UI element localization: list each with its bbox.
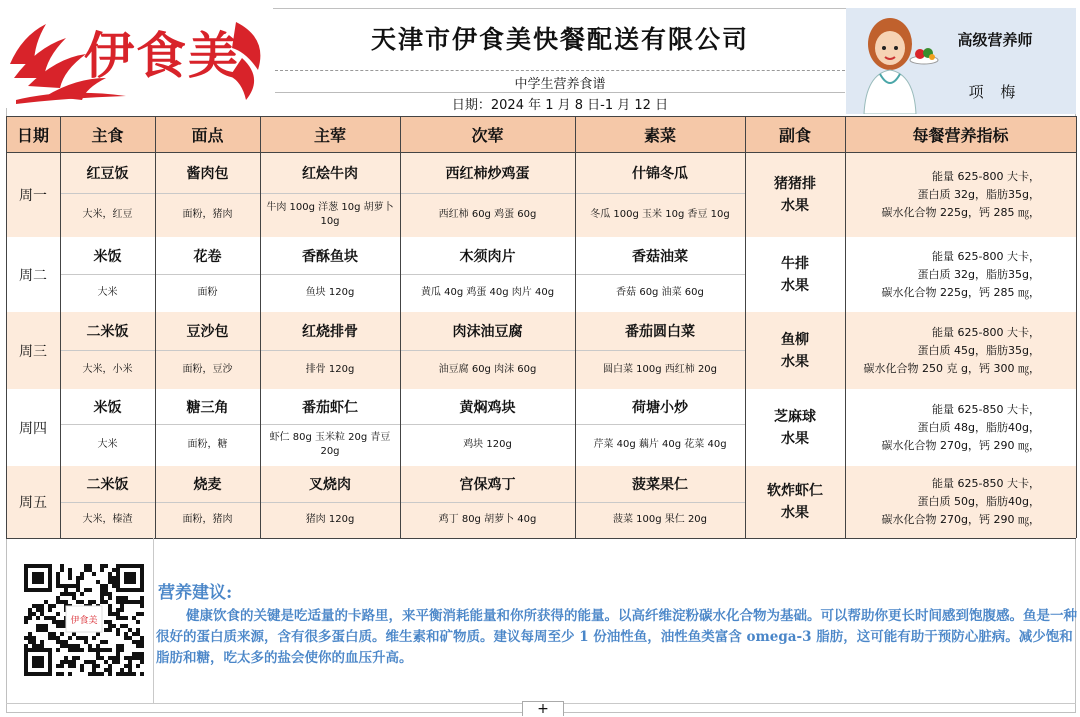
ingredient-cell: 大米 <box>97 439 118 450</box>
gridline <box>60 116 61 538</box>
ingredient-cell: 大米，榛渣 <box>82 514 133 525</box>
column-header: 主荤 <box>260 116 400 152</box>
ingredient-cell: 芹菜 40g 藕片 40g 花菜 40g <box>593 439 727 450</box>
ingredient-cell: 虾仁 80g 玉米粒 20g 青豆 20g <box>269 432 391 457</box>
dish-cell: 叉烧肉 <box>309 477 351 493</box>
ingredient-cell: 排骨 120g <box>305 363 355 375</box>
column-header: 副食 <box>745 116 845 152</box>
nutrition-cell <box>845 389 1076 466</box>
dish-cell: 黄焖鸡块 <box>459 399 516 416</box>
gridline <box>745 116 746 538</box>
ingredient-cell: 鸡块 120g <box>463 439 512 450</box>
column-header: 次荤 <box>400 116 575 152</box>
nutrition-line: 碳水化合物 250 克 g，钙 300 ㎎， <box>863 361 1040 375</box>
side-dish-item: 猪猪排 <box>774 175 816 192</box>
gridline <box>6 116 1076 117</box>
dish-cell: 糖三角 <box>186 399 229 416</box>
dish-cell: 什锦冬瓜 <box>632 165 688 182</box>
qr-code-icon <box>20 560 148 680</box>
ingredient-cell: 牛肉 100g 洋葱 10g 胡萝卜 10g <box>266 202 394 227</box>
dish-cell: 花卷 <box>193 248 222 265</box>
dish-cell: 红烩牛肉 <box>302 165 358 182</box>
gridline <box>60 424 745 425</box>
ingredient-cell: 面粉，豆沙 <box>182 363 233 375</box>
side-dish-item: 牛排 <box>781 255 809 272</box>
ingredient-cell: 大米，红豆 <box>82 209 133 220</box>
nutrition-line: 蛋白质 50g，脂肪40g， <box>917 495 1040 508</box>
gridline <box>400 116 401 538</box>
nutrition-line: 蛋白质 48g，脂肪40g， <box>917 420 1040 434</box>
nutrition-line: 能量 625-800 大卡， <box>932 325 1040 339</box>
column-header: 日期 <box>6 116 60 152</box>
side-dish-cell <box>745 237 845 312</box>
nutrition-line: 蛋白质 32g，脂肪35g， <box>917 267 1040 281</box>
dish-cell: 香酥鱼块 <box>302 248 358 265</box>
column-header: 素菜 <box>575 116 745 152</box>
dish-cell: 二米饭 <box>86 324 129 340</box>
side-dish-item: 水果 <box>781 430 809 447</box>
nutrition-line: 碳水化合物 225g，钙 285 ㎎， <box>881 285 1040 299</box>
ingredient-cell: 香菇 60g 油菜 60g <box>616 287 704 298</box>
nutrition-line: 碳水化合物 225g，钙 285 ㎎， <box>881 205 1040 219</box>
side-dish-item: 水果 <box>781 277 809 294</box>
side-dish-item: 水果 <box>781 353 809 370</box>
side-dish-item: 水果 <box>781 197 809 214</box>
gridline <box>60 502 745 503</box>
logo-text: 伊食美 <box>84 26 240 85</box>
nutritionist-name: 项 梅 <box>968 82 1022 101</box>
nutrition-cell <box>845 466 1076 538</box>
gridline <box>1076 116 1077 538</box>
side-dish-cell <box>745 312 845 389</box>
dish-cell: 红豆饭 <box>86 165 129 182</box>
dish-cell: 木须肉片 <box>459 248 516 265</box>
nutritionist-title: 高级营养师 <box>957 30 1033 49</box>
nutrition-line: 能量 625-800 大卡， <box>932 249 1040 263</box>
dish-cell: 香菇油菜 <box>632 248 688 265</box>
dish-cell: 米饭 <box>93 399 122 416</box>
dish-cell: 番茄圆白菜 <box>625 324 695 340</box>
dish-cell: 肉沫油豆腐 <box>452 324 523 340</box>
gridline <box>845 116 846 538</box>
ingredient-cell: 圆白菜 100g 西红柿 20g <box>602 363 718 375</box>
nutrition-cell <box>845 152 1076 237</box>
dish-cell: 烧麦 <box>193 477 222 493</box>
column-header: 主食 <box>60 116 155 152</box>
nutrition-line: 能量 625-850 大卡， <box>932 402 1040 416</box>
dish-cell: 红烧排骨 <box>302 324 358 340</box>
gridline <box>155 116 156 538</box>
dish-cell: 米饭 <box>93 248 122 265</box>
dish-cell: 豆沙包 <box>186 324 229 340</box>
dish-cell: 西红柿炒鸡蛋 <box>445 165 530 182</box>
ingredient-cell: 冬瓜 100g 玉米 10g 香豆 10g <box>590 209 730 220</box>
side-dish-item: 软炸虾仁 <box>767 483 823 499</box>
ingredient-cell: 黄瓜 40g 鸡蛋 40g 肉片 40g <box>420 287 555 298</box>
ingredient-cell: 西红柿 60g 鸡蛋 60g <box>438 209 537 220</box>
ingredient-cell: 大米，小米 <box>82 363 133 375</box>
side-dish-cell <box>745 466 845 538</box>
svg-text:伊食美: 伊食美 <box>70 616 98 626</box>
dish-cell: 番茄虾仁 <box>302 399 358 416</box>
gridline <box>6 538 1076 539</box>
qr-code[interactable] <box>20 560 148 680</box>
company-title: 天津市伊食美快餐配送有限公司 <box>370 25 749 54</box>
ingredient-cell: 油豆腐 60g 肉沫 60g <box>438 363 537 375</box>
dish-cell: 酱肉包 <box>186 165 229 182</box>
day-cell: 周二 <box>19 267 47 284</box>
gridline <box>260 116 261 538</box>
side-dish-item: 水果 <box>781 505 809 521</box>
dish-cell: 荷塘小炒 <box>632 399 688 416</box>
menu-date: 日期：2024 年 1 月 8 日-1 月 12 日 <box>275 92 845 113</box>
ingredient-cell: 鸡丁 80g 胡萝卜 40g <box>438 514 537 525</box>
ingredient-cell: 大米 <box>97 287 118 298</box>
dish-cell: 宫保鸡丁 <box>459 477 516 493</box>
add-sheet-button[interactable]: + <box>522 701 564 716</box>
ingredient-cell: 面粉，糖 <box>187 439 228 450</box>
nutrition-cell <box>845 312 1076 389</box>
gridline <box>60 274 745 275</box>
gridline <box>60 193 745 194</box>
nutrition-line: 能量 625-800 大卡， <box>932 169 1040 183</box>
gridline <box>575 116 576 538</box>
nutrition-line: 蛋白质 32g，脂肪35g， <box>917 187 1040 201</box>
gridline <box>6 152 1076 153</box>
nutrition-line: 能量 625-850 大卡， <box>932 477 1040 490</box>
dish-cell: 二米饭 <box>86 477 129 493</box>
gridline <box>153 538 154 703</box>
dish-cell: 菠菜果仁 <box>632 477 688 493</box>
gridline <box>6 116 7 538</box>
side-dish-item: 鱼柳 <box>781 331 809 348</box>
nutrition-line: 碳水化合物 270g，钙 290 ㎎， <box>881 513 1040 526</box>
column-header: 每餐营养指标 <box>845 116 1076 152</box>
menu-subtitle: 中学生营养食谱 <box>275 70 845 93</box>
advice-text: 健康饮食的关键是吃适量的卡路里，来平衡消耗能量和你所获得的能量。以高纤维淀粉碳水化合物为基础。可以帮助你更长时间感到饱腹感。鱼是一种很好的蛋白质来源，含有很多蛋白质。维生素和矿物质。建议每周至少 1 份油性鱼，油性鱼类富含 omega-3 脂肪，这可能有助于预防心脏病。减少饱和脂肪和糖，吃太多的盐会使你的血压升高。 <box>156 608 1077 666</box>
company-logo <box>6 8 273 108</box>
advice-title: 营养建议: <box>158 583 233 603</box>
day-cell: 周五 <box>19 495 47 511</box>
day-cell: 周四 <box>19 420 47 437</box>
ingredient-cell: 鱼块 120g <box>305 287 355 298</box>
column-header: 面点 <box>155 116 260 152</box>
side-dish-item: 芝麻球 <box>774 408 816 425</box>
nutrition-cell <box>845 237 1076 312</box>
ingredient-cell: 猪肉 120g <box>305 514 355 525</box>
nutrition-line: 碳水化合物 270g，钙 290 ㎎， <box>881 438 1040 452</box>
side-dish-cell <box>745 389 845 466</box>
side-dish-cell <box>745 152 845 237</box>
day-cell: 周一 <box>19 187 47 204</box>
ingredient-cell: 面粉，猪肉 <box>182 209 233 220</box>
nutritionist-avatar-icon <box>850 8 940 114</box>
ingredient-cell: 面粉，猪肉 <box>182 514 233 525</box>
nutrition-line: 蛋白质 45g，脂肪35g， <box>917 343 1040 357</box>
ingredient-cell: 面粉 <box>197 287 218 298</box>
ingredient-cell: 菠菜 100g 果仁 20g <box>612 514 708 525</box>
gridline <box>60 350 745 351</box>
day-cell: 周三 <box>19 343 47 360</box>
